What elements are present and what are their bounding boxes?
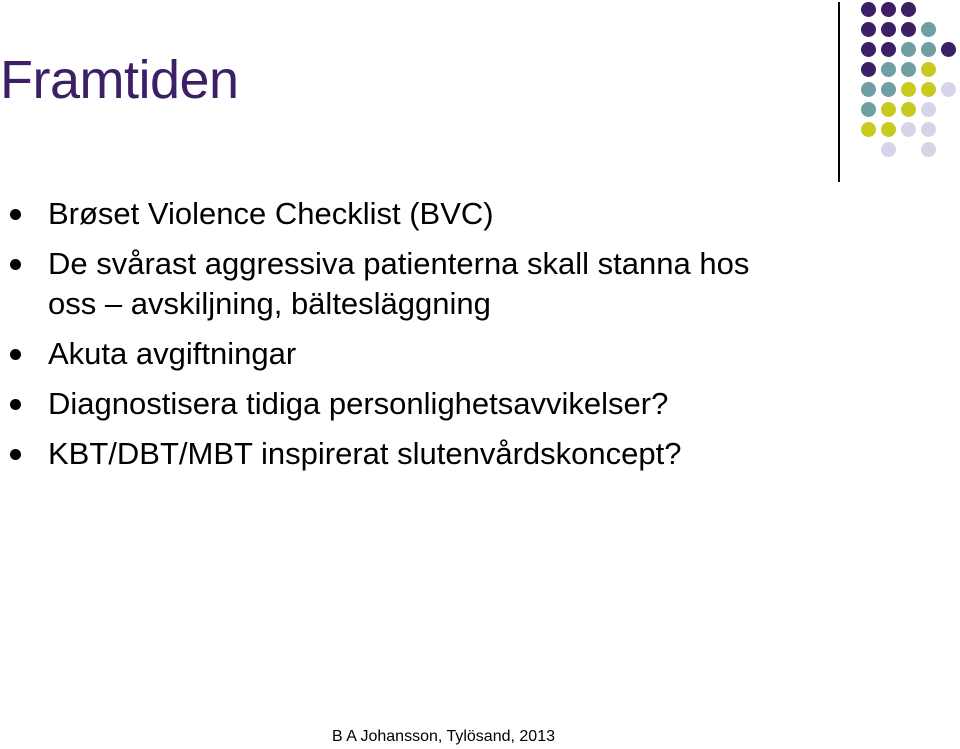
decorative-dot bbox=[901, 2, 916, 17]
decorative-dot bbox=[901, 42, 916, 57]
decorative-dot bbox=[901, 102, 916, 117]
decorative-dot bbox=[941, 82, 956, 97]
dot-grid-decoration bbox=[0, 0, 960, 180]
bullet-text: Brøset Violence Checklist (BVC) bbox=[48, 196, 494, 231]
bullet-dot-icon bbox=[10, 259, 21, 270]
decorative-dot bbox=[921, 82, 936, 97]
decorative-dot bbox=[881, 22, 896, 37]
bullet-dot-icon bbox=[10, 449, 21, 460]
decorative-dot bbox=[861, 22, 876, 37]
decorative-dot bbox=[921, 42, 936, 57]
bullet-text: KBT/DBT/MBT inspirerat slutenvårdskoncept? bbox=[48, 436, 682, 471]
decorative-dot bbox=[901, 62, 916, 77]
decorative-dot bbox=[921, 62, 936, 77]
bullet-item bbox=[0, 242, 880, 326]
decorative-dot bbox=[881, 102, 896, 117]
bullet-item bbox=[0, 382, 880, 426]
bullet-text: Diagnostisera tidiga personlighetsavvikelser? bbox=[48, 386, 669, 421]
decorative-dot bbox=[881, 42, 896, 57]
decorative-dot bbox=[861, 82, 876, 97]
decorative-dot bbox=[921, 102, 936, 117]
decorative-dot bbox=[881, 142, 896, 157]
bullet-item bbox=[0, 192, 880, 236]
decorative-dot bbox=[921, 142, 936, 157]
decorative-dot bbox=[921, 22, 936, 37]
bullet-item bbox=[0, 332, 880, 376]
bullet-dot-icon bbox=[10, 209, 21, 220]
decorative-dot bbox=[861, 122, 876, 137]
decorative-dot bbox=[921, 122, 936, 137]
slide-title: Framtiden bbox=[0, 50, 239, 110]
decorative-dot bbox=[861, 102, 876, 117]
bullet-text: oss – avskiljning, bältesläggning bbox=[48, 286, 491, 321]
decorative-dot bbox=[941, 42, 956, 57]
decorative-dot bbox=[881, 82, 896, 97]
decorative-dot bbox=[861, 62, 876, 77]
decorative-dot bbox=[881, 122, 896, 137]
decorative-dot bbox=[901, 82, 916, 97]
decorative-dot bbox=[881, 2, 896, 17]
decorative-dot bbox=[901, 22, 916, 37]
decorative-dot bbox=[881, 62, 896, 77]
footer-credit: B A Johansson, Tylösand, 2013 bbox=[332, 728, 555, 745]
bullet-text: Akuta avgiftningar bbox=[48, 336, 297, 371]
decorative-dot bbox=[861, 2, 876, 17]
decorative-dot bbox=[901, 122, 916, 137]
bullet-dot-icon bbox=[10, 399, 21, 410]
bullet-list bbox=[0, 192, 880, 482]
bullet-item bbox=[0, 432, 880, 476]
bullet-text: De svårast aggressiva patienterna skall stanna hos bbox=[48, 246, 750, 281]
decorative-dot bbox=[861, 42, 876, 57]
bullet-dot-icon bbox=[10, 349, 21, 360]
